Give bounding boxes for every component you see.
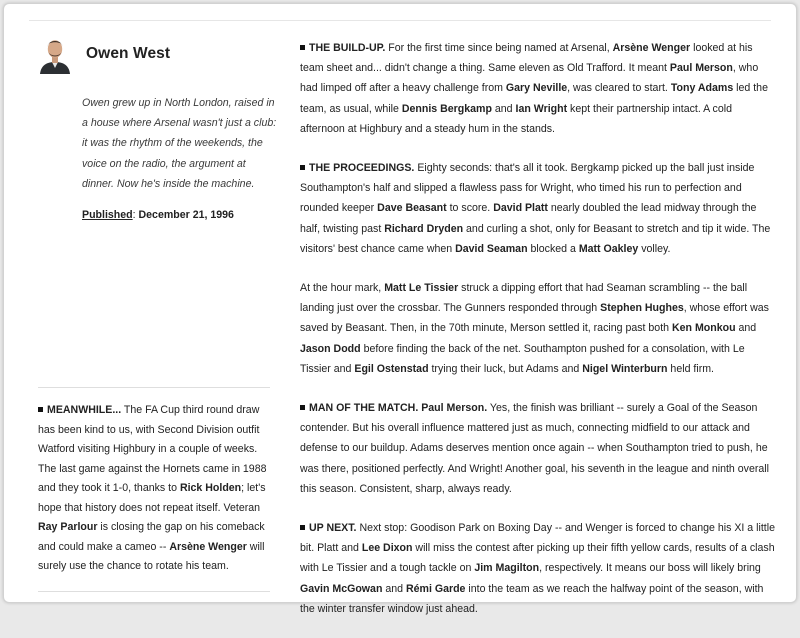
article-paragraph [300, 398, 778, 499]
bold-name: Jim Magilton [474, 562, 540, 575]
sidebar-story [38, 387, 270, 592]
text-run: looked at his team sheet and... didn't change a thing. Same eleven as Old Trafford. It meant [300, 42, 753, 75]
article-paragraph [300, 278, 778, 379]
text-run: For the first time since being named at Arsenal, [385, 42, 613, 54]
text-run: volley. [638, 242, 671, 255]
text-run: and [382, 582, 406, 595]
square-bullet-icon [38, 407, 43, 412]
text-run: The FA Cup third round draw has been kind to us, with Second Division outfit Watford visiting Highbury in a couple of weeks. The last game against the Hornets came in 1988 and they took it 1-0, thanks to [38, 404, 267, 494]
bold-name: Paul Merson. [421, 402, 488, 415]
bold-name: David Seaman [455, 242, 528, 255]
bold-name: Ian Wright [515, 102, 568, 115]
text-run: At the hour mark, [300, 282, 385, 295]
text-run: ; let's hope that history does not repeat itself. Veteran [38, 482, 266, 514]
text-run: trying their luck, but Adams and [428, 362, 583, 375]
text-run: struck a dipping effort that had Seaman scrambling -- the ball landing just over the crossbar. The Gunners responded through [300, 282, 748, 315]
published-date: December 21, 1996 [138, 209, 234, 222]
bold-name: David Platt [493, 202, 548, 215]
paragraph-heading: UP NEXT. [309, 522, 357, 535]
article-paragraph [300, 158, 778, 259]
published-label: Published [82, 209, 133, 222]
bold-name: Gavin McGowan [300, 582, 383, 595]
bold-name: Gary Neville [505, 82, 568, 95]
text-run: held firm. [667, 362, 714, 375]
text-run: , whose effort was saved by Beasant. Then, in the 70th minute, Merson settled it, racing past both [300, 302, 769, 335]
published-colon: : [132, 209, 139, 222]
square-bullet-icon [300, 405, 305, 410]
paragraph-heading: MAN OF THE MATCH. [309, 402, 419, 415]
bold-name: Ken Monkou [671, 322, 736, 335]
square-bullet-icon [300, 165, 305, 170]
text-run: nearly doubled the lead midway through the half, twisting past [300, 202, 757, 235]
paragraph-body [300, 522, 775, 615]
bold-name: Jason Dodd [300, 342, 361, 355]
sidebar-story-body [38, 404, 267, 572]
square-bullet-icon [300, 45, 305, 50]
bold-name: Matt Le Tissier [384, 282, 459, 295]
paragraph-heading: THE BUILD-UP. [309, 42, 386, 54]
bold-name: Dennis Bergkamp [401, 102, 492, 115]
bold-name: Lee Dixon [361, 542, 413, 555]
article-paragraph [300, 518, 778, 619]
bold-name: Matt Oakley [578, 242, 639, 255]
text-run: and curling a shot, only for Beasant to stretch and tip it wide. The visitors' best chance came when [300, 222, 771, 255]
bold-name: Dave Beasant [377, 202, 447, 215]
article-paragraph [300, 38, 778, 139]
author-bio: Owen grew up in North London, raised in a house where Arsenal wasn't just a club: it was the rhythm of the weekends, the voice on the radio, the argument at dinner. Now he's inside the machine. [82, 97, 277, 190]
bold-name: Paul Merson [669, 62, 733, 75]
published-line [82, 209, 274, 221]
author-block [38, 34, 274, 74]
square-bullet-icon [300, 525, 305, 530]
paragraph-body [300, 162, 770, 255]
paragraph-body [300, 42, 768, 135]
text-run: into the team as we reach the halfway point of the season, with the winter transfer window just ahead. [300, 582, 764, 615]
text-run: Next stop: Goodison Park on Boxing Day -- and Wenger is forced to change his XI a little bit. Platt and [300, 522, 775, 555]
paragraph-body [300, 402, 769, 495]
bold-name: Arsène Wenger [169, 540, 247, 553]
author-name: Owen West [86, 45, 171, 62]
paragraph-heading: THE PROCEEDINGS. [309, 162, 415, 175]
text-run: before finding the back of the net. Southampton pushed for a consolation, with Le Tissier and [300, 342, 745, 375]
text-run: and [491, 102, 516, 115]
bold-name: Rick Holden [179, 482, 242, 494]
text-run: is closing the gap on his comeback and could make a cameo -- [38, 521, 265, 553]
sidebar-story-text [38, 401, 270, 577]
bold-name: Richard Dryden [384, 222, 464, 235]
sidebar-story-heading: MEANWHILE... [47, 404, 122, 416]
bold-name: Ray Parlour [38, 521, 98, 533]
bold-name: Nigel Winterburn [582, 362, 668, 375]
bold-name: Egil Ostenstad [354, 362, 429, 375]
top-divider [29, 20, 771, 21]
text-run: and [735, 322, 757, 335]
author-avatar [38, 34, 72, 74]
author-sidebar [38, 34, 277, 222]
text-run: , respectively. It means our boss will likely bring [539, 562, 761, 575]
text-run: led the team, as usual, while [300, 82, 768, 115]
bold-name: Arsène Wenger [612, 42, 691, 54]
text-run: kept their partnership intact. A cold afternoon at Highbury and a steady hum in the stands. [300, 102, 732, 135]
page-frame [3, 3, 797, 615]
text-run: blocked a [527, 242, 579, 255]
paragraph-body [300, 282, 769, 375]
text-run: , was cleared to start. [567, 82, 671, 95]
text-run: to score. [446, 202, 494, 215]
bold-name: Rémi Garde [405, 582, 466, 595]
text-run: Eighty seconds: that's all it took. Bergkamp picked up the ball just inside Southampton's half and slipped a flawless pass for Wright, who timed his run to perfection and rounded keeper [300, 162, 755, 215]
text-run: , who had limped off after a heavy challenge from [300, 62, 759, 95]
bold-name: Tony Adams [670, 82, 734, 95]
text-run: will miss the contest after picking up their fifth yellow cards, results of a clash with Le Tissier and a tough tackle on [300, 542, 775, 575]
bold-name: Stephen Hughes [600, 302, 684, 315]
text-run: will surely use the chance to rotate his team. [38, 540, 265, 572]
article-body [300, 38, 778, 638]
text-run: Yes, the finish was brilliant -- surely a Goal of the Season contender. But his overall influence mattered just as much, connecting midfield to our attack and defense to our buildup. Adams deserves mention once again -- when Southampton tried to push, he was there, positioned perfectly. And Wright! Another goal, his seventh in the league and ninth overall this season. Consistent, sharp, always ready. [300, 402, 769, 495]
